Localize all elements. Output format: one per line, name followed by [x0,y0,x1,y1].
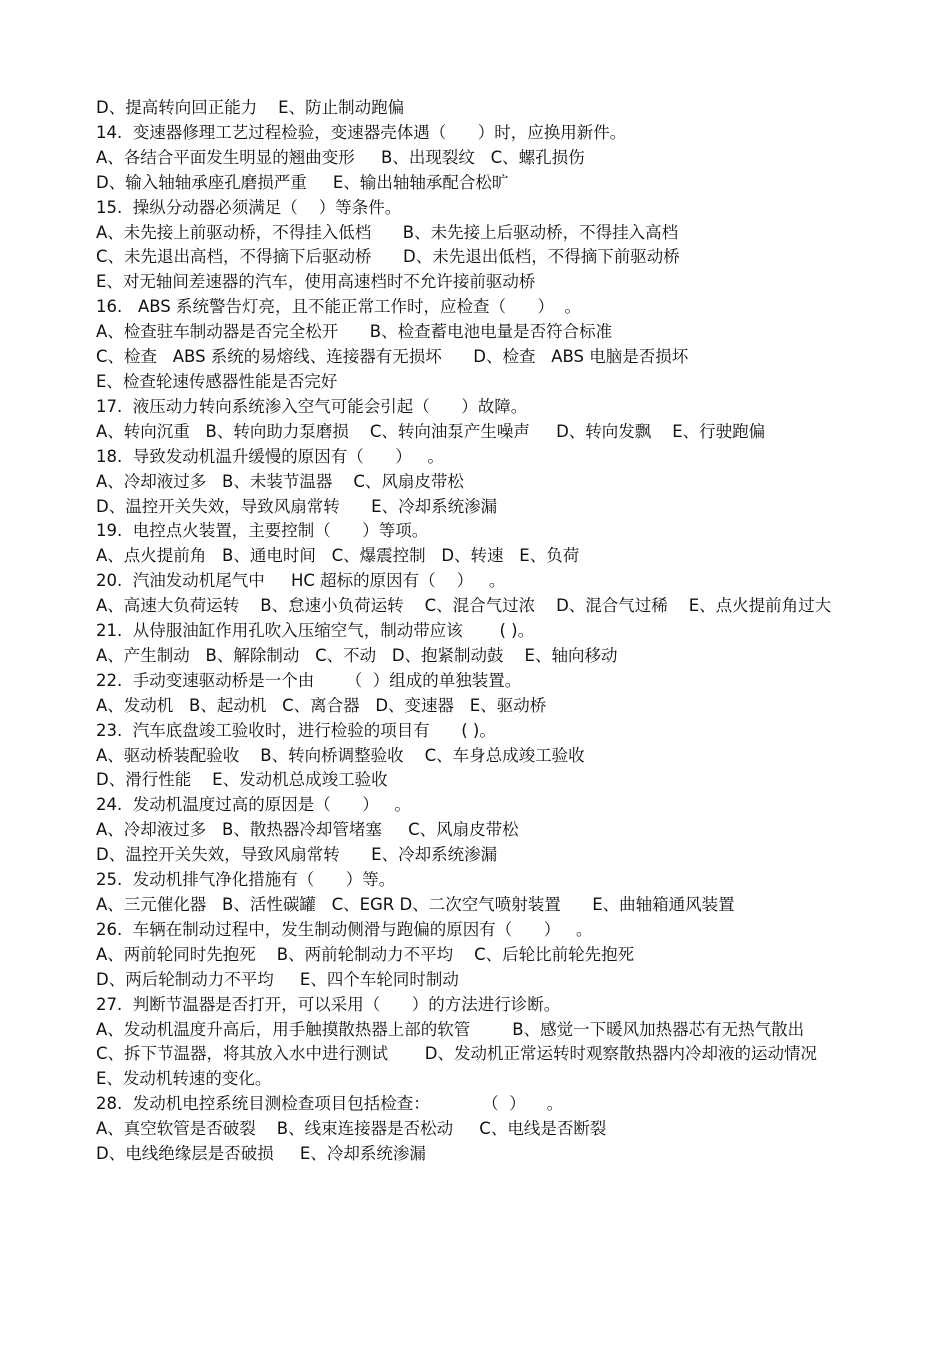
text-line: D、电线绝缘层是否破损 E、冷却系统渗漏 [96,1144,426,1164]
text-line: D、温控开关失效，导致风扇常转 E、冷却系统渗漏 [96,845,498,865]
question-16: 16. ABS 系统警告灯亮，且不能正常工作时，应检查（ ） 。 [96,297,581,317]
question-26: 26. 车辆在制动过程中，发生制动侧滑与跑偏的原因有（ ） 。 [96,919,593,939]
text-line: A、三元催化器 B、活性碳罐 C、EGR D、二次空气喷射装置 E、曲轴箱通风装置 [96,895,735,914]
text-line: A、真空软管是否破裂 B、线束连接器是否松动 C、电线是否断裂 [96,1119,607,1139]
text-line: A、发动机 B、起动机 C、离合器 D、变速器 E、驱动桥 [96,695,547,715]
text-line: C、未先退出高档，不得摘下后驱动桥 D、未先退出低档，不得摘下前驱动桥 [96,247,680,267]
text-line: A、冷却液过多 B、未装节温器 C、风扇皮带松 [96,471,464,491]
question-21: 21. 从侍服油缸作用孔吹入压缩空气，制动带应该 ( )。 [96,621,535,641]
text-line: D、两后轮制动力不平均 E、四个车轮同时制动 [96,969,459,989]
question-24: 24. 发动机温度过高的原因是（ ） 。 [96,795,411,815]
question-19: 19. 电控点火装置，主要控制（ ）等项。 [96,521,429,541]
text-line: A、冷却液过多 B、散热器冷却管堵塞 C、风扇皮带松 [96,820,519,840]
text-line: A、高速大负荷运转 B、怠速小负荷运转 C、混合气过浓 D、混合气过稀 E、点火提前角过大 [96,596,832,616]
question-25: 25. 发动机排气净化措施有（ ）等。 [96,870,396,890]
question-14: 14. 变速器修理工艺过程检验，变速器壳体遇（ ）时，应换用新件。 [96,122,627,142]
question-15: 15. 操纵分动器必须满足（ ）等条件。 [96,197,402,217]
text-line: A、各结合平面发生明显的翘曲变形 B、出现裂纹 C、螺孔损伤 [96,147,585,167]
text-line: E、对无轴间差速器的汽车，使用高速档时不允许接前驱动桥 [96,272,536,292]
text-line: C、拆下节温器，将其放入水中进行测试 D、发动机正常运转时观察散热器内冷却液的运动情况 [96,1044,817,1064]
question-18: 18. 导致发动机温升缓慢的原因有（ ） 。 [96,446,444,466]
text-line: A、两前轮同时先抱死 B、两前轮制动力不平均 C、后轮比前轮先抱死 [96,944,635,964]
question-22: 22. 手动变速驱动桥是一个由 （ ）组成的单独装置。 [96,670,522,690]
text-line: A、驱动桥装配验收 B、转向桥调整验收 C、车身总成竣工验收 [96,745,585,765]
question-17: 17. 液压动力转向系统渗入空气可能会引起（ ）故障。 [96,396,528,416]
text-line: A、检查驻车制动器是否完全松开 B、检查蓄电池电量是否符合标准 [96,322,613,342]
question-27: 27. 判断节温器是否打开，可以采用（ ）的方法进行诊断。 [96,994,561,1014]
text-line: A、未先接上前驱动桥，不得挂入低档 B、未先接上后驱动桥，不得挂入高档 [96,222,679,242]
text-line: E、发动机转速的变化。 [96,1069,272,1089]
text-line: D、滑行性能 E、发动机总成竣工验收 [96,770,388,790]
text-line: E、检查轮速传感器性能是否完好 [96,371,338,391]
text-line: A、转向沉重 B、转向助力泵磨损 C、转向油泵产生噪声 D、转向发飘 E、行驶跑偏 [96,421,766,441]
text-line: D、输入轴轴承座孔磨损严重 E、输出轴轴承配合松旷 [96,172,509,192]
question-list [96,96,856,1167]
question-23: 23. 汽车底盘竣工验收时，进行检验的项目有 ( )。 [96,720,496,740]
text-line: D、提高转向回正能力 E、防止制动跑偏 [96,98,405,117]
text-line: A、发动机温度升高后，用手触摸散热器上部的软管 B、感觉一下暖风加热器芯有无热气散出 [96,1019,805,1039]
question-28: 28. 发动机电控系统目测检查项目包括检查： （ ） 。 [96,1094,564,1114]
text-line: A、点火提前角 B、通电时间 C、爆震控制 D、转速 E、负荷 [96,546,580,566]
question-20: 20. 汽油发动机尾气中 HC 超标的原因有（ ） 。 [96,571,506,591]
text-line: C、检查 ABS 系统的易熔线、连接器有无损坏 D、检查 ABS 电脑是否损坏 [96,347,689,367]
text-line: D、温控开关失效，导致风扇常转 E、冷却系统渗漏 [96,496,498,516]
text-line: A、产生制动 B、解除制动 C、不动 D、抱紧制动鼓 E、轴向移动 [96,645,618,665]
